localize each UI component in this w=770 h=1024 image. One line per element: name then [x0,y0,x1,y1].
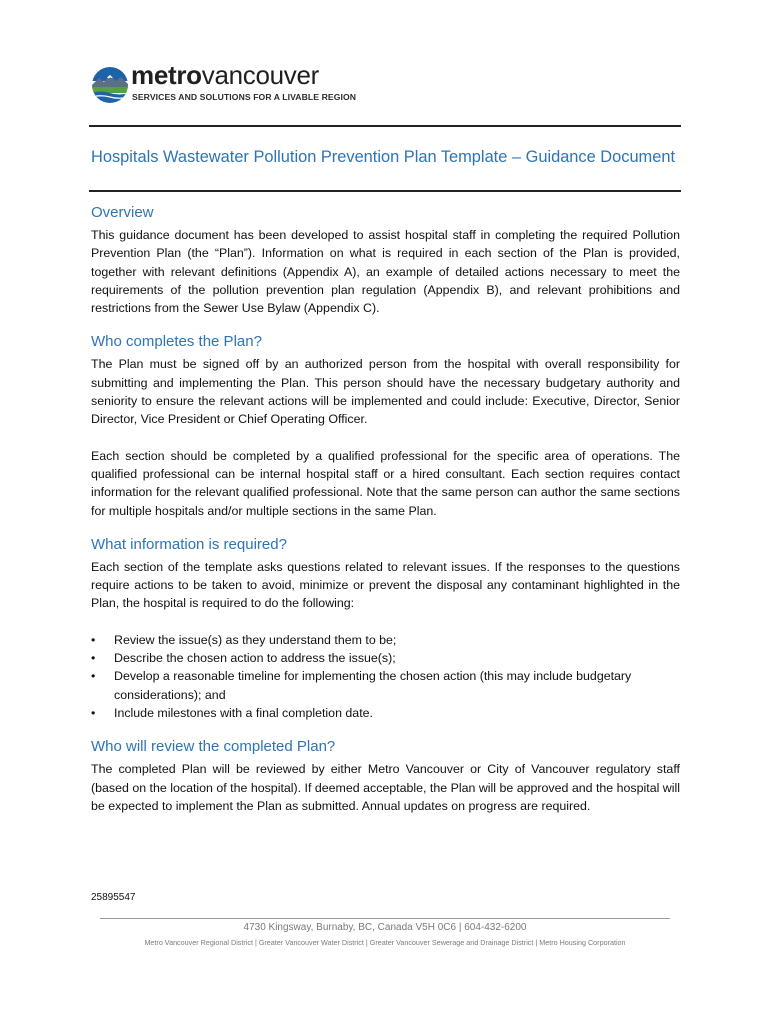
metro-vancouver-logo [91,60,357,110]
list-item: • Include milestones with a final completion date. [91,704,680,722]
bullet-icon: • [91,632,96,647]
who-reviews-paragraph: The completed Plan will be reviewed by either Metro Vancouver or City of Vancouver regulatory staff (based on the location of the hospital). If deemed acceptable, the Plan will be approved and the hospital will be expected to implement the Plan as submitted. Annual updates on progress are required. [91,762,680,813]
logo-wordmark: metrovancouver [131,60,320,90]
who-reviews-heading: Who will review the completed Plan? [91,738,336,756]
logo-tagline: SERVICES AND SOLUTIONS FOR A LIVABLE REGION [132,92,357,102]
what-info-paragraph: Each section of the template asks questions related to relevant issues. If the responses to the questions require actions to be taken to avoid, minimize or prevent the disposal any contaminant highlighted in the Plan, the hospital is required to do the following: [91,559,680,611]
who-completes-paragraph-1: The Plan must be signed off by an authorized person from the hospital with overall responsibility for submitting and implementing the Plan. This person should have the necessary budgetary authority and seniority to ensure the relevant actions will be implemented and could include: Executive, Director, Senior Director, Vice President or Chief Operating Officer. [91,357,680,427]
document-body [91,200,680,815]
title-top-rule [89,125,681,127]
requirements-list [91,631,680,722]
title-bottom-rule [89,190,681,192]
overview-paragraph: This guidance document has been developed to assist hospital staff in completing the required Pollution Prevention Plan (the “Plan”). Information on what is required in each section of the Plan is provided, together with relevant definitions (Appendix A), an example of detailed actions necessary to meet the requirements of the pollution prevention plan regulation (Appendix B), and relevant prohibitions and restrictions from the Sewer Use Bylaw (Appendix C). [91,228,680,316]
who-completes-heading: Who completes the Plan? [91,333,262,351]
what-info-heading: What information is required? [91,535,287,553]
list-item: • Develop a reasonable timeline for implementing the chosen action (this may include budgetary considerations); and [91,669,632,702]
footer-divider [100,918,670,919]
metro-vancouver-emblem-icon [91,66,129,104]
bullet-icon: • [91,669,96,684]
document-title: Hospitals Wastewater Pollution Prevention Plan Template – Guidance Document [91,148,675,166]
list-item: • Review the issue(s) as they understand them to be; [91,631,680,649]
bullet-icon: • [91,705,96,720]
who-completes-paragraph-2: Each section should be completed by a qualified professional for the specific area of operations. The qualified professional can be internal hospital staff or a hired consultant. Each section requires contact information for the relevant qualified professional. Note that the same person can author the same sections for multiple hospitals and/or multiple sections in the same Plan. [91,448,680,518]
list-item: • Describe the chosen action to address the issue(s); [91,649,680,667]
document-number: 25895547 [91,892,136,903]
footer-organizations: Metro Vancouver Regional District | Greater Vancouver Water District | Greater Vancouver Sewerage and Drainage District | Metro Housing Corporation [144,938,626,947]
bullet-icon: • [91,651,96,666]
overview-heading: Overview [91,204,154,221]
footer-address: 4730 Kingsway, Burnaby, BC, Canada V5H 0C6 | 604-432-6200 [243,922,527,933]
